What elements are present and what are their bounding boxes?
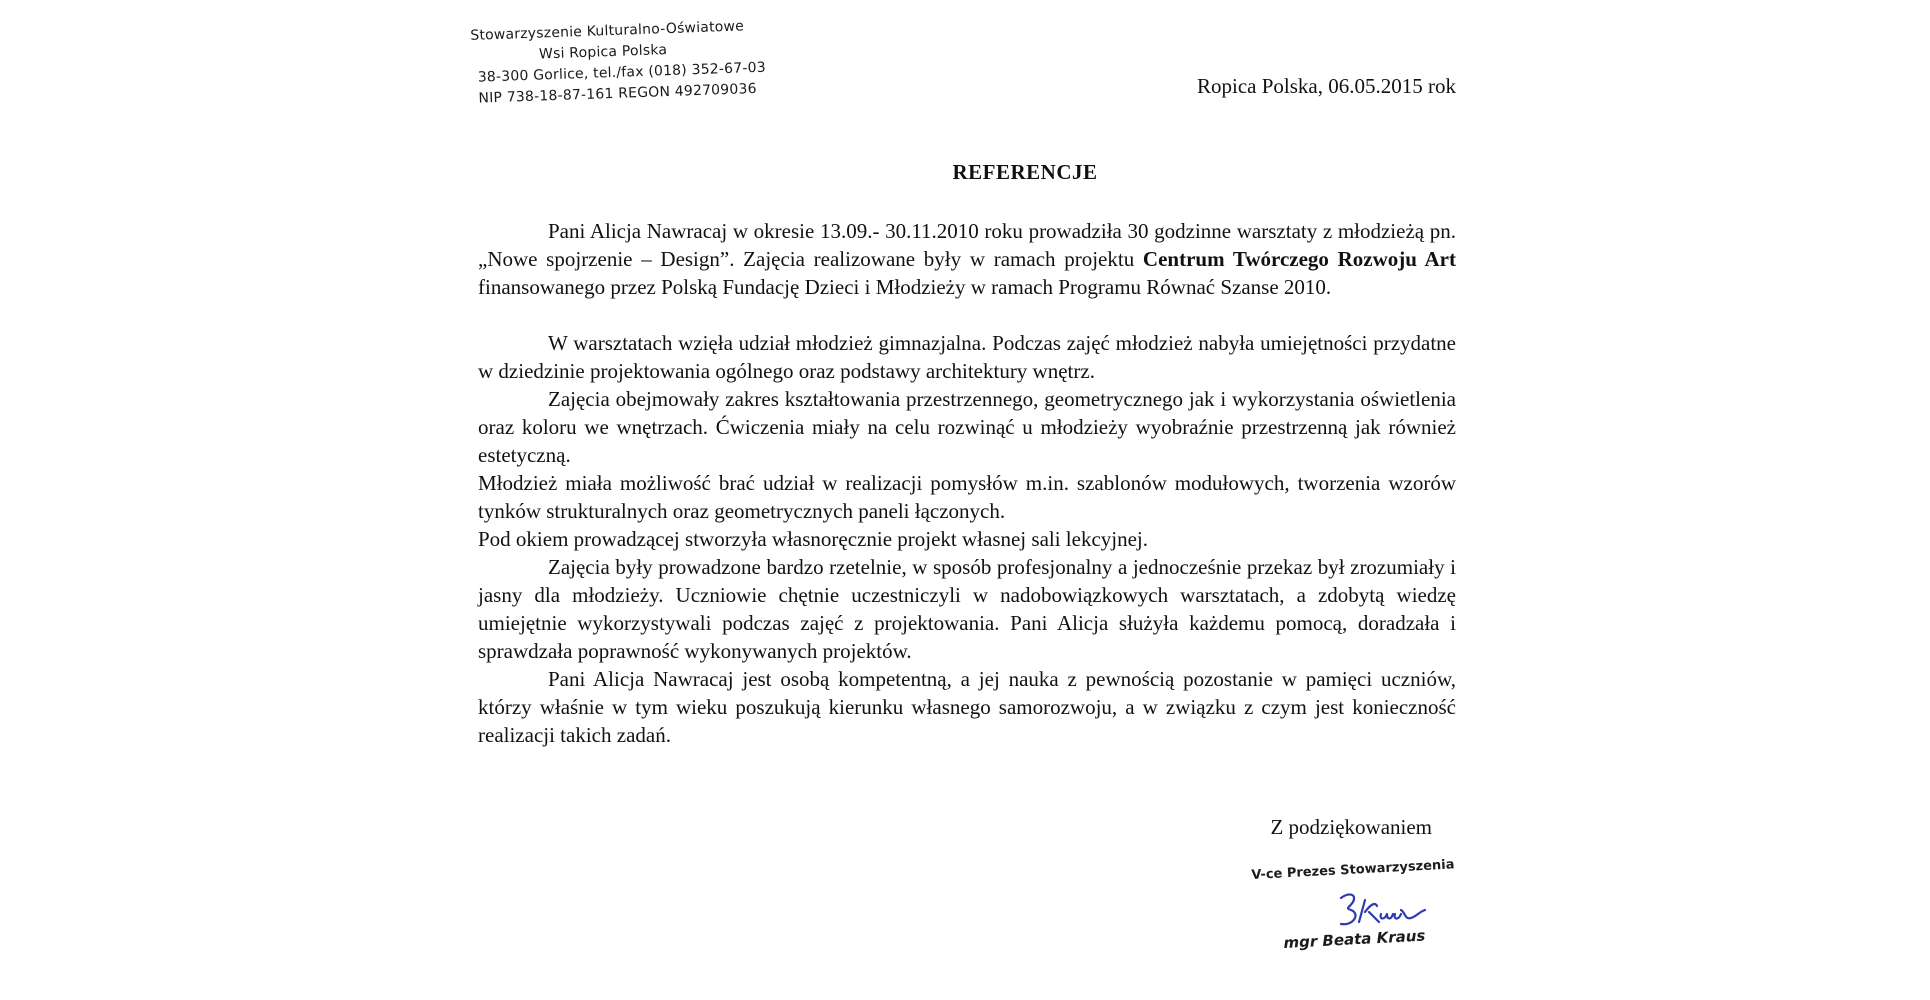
stamp-line-registration: NIP 738-18-87-161 REGON 492709036 bbox=[478, 80, 757, 107]
stamp-line-address: 38-300 Gorlice, tel./fax (018) 352-67-03 bbox=[477, 59, 767, 86]
paragraph-workshops bbox=[478, 217, 1456, 301]
signatory-role: V-ce Prezes Stowarzyszenia bbox=[1251, 857, 1455, 883]
paragraph-conclusion: Pani Alicja Nawracaj jest osobą kompetentną, a jej nauka z pewnością pozostanie w pamięci uczniów, którzy właśnie w tym wieku poszukują kierunku własnego samorozwoju, a w związku z czym jest konieczność realizacji takich zadań. bbox=[478, 667, 1456, 747]
place-and-date: Ropica Polska, 06.05.2015 rok bbox=[1197, 74, 1456, 98]
signatory-name: mgr Beata Kraus bbox=[1283, 926, 1426, 952]
signature-block bbox=[1245, 857, 1475, 978]
project-name: Centrum Twórczego Rozwoju Art bbox=[1142, 247, 1456, 271]
paragraph-workshops-text-b: finansowanego przez Polską Fundację Dzieci i Młodzieży w ramach Programu Równać Szanse 2010. bbox=[478, 275, 1332, 299]
letter-body bbox=[478, 217, 1456, 749]
handwritten-signature bbox=[1335, 888, 1435, 932]
paragraph-activities: Młodzież miała możliwość brać udział w realizacji pomysłów m.in. szablonów modułowych, tworzenia wzorów tynków strukturalnych oraz geometrycznych paneli łączonych. bbox=[478, 471, 1456, 523]
paragraph-project: Pod okiem prowadzącej stworzyła własnoręcznie projekt własnej sali lekcyjnej. bbox=[478, 527, 1149, 551]
paragraph-participants: W warsztatach wzięła udział młodzież gimnazjalna. Podczas zajęć młodzież nabyła umiejętności przydatne w dziedzinie projektowania ogólnego oraz podstawy architektury wnętrz. bbox=[478, 331, 1456, 383]
closing-phrase: Z podziękowaniem bbox=[1270, 815, 1432, 839]
stamp-line-organization: Stowarzyszenie Kulturalno-Oświatowe bbox=[470, 18, 745, 44]
organization-stamp bbox=[468, 16, 767, 110]
stamp-line-village: Wsi Ropica Polska bbox=[538, 42, 668, 63]
paragraph-scope: Zajęcia obejmowały zakres kształtowania przestrzennego, geometrycznego jak i wykorzystania oświetlenia oraz koloru we wnętrzach. Ćwiczenia miały na celu rozwinąć u młodzieży wyobraźnie przestrzenną jak również estetyczną. bbox=[478, 387, 1456, 467]
document-title: REFERENCJE bbox=[952, 160, 1098, 184]
paragraph-workshops-text-a: Pani Alicja Nawracaj w okresie 13.09.- 30.11.2010 roku prowadziła 30 godzinne warsztaty z młodzieżą pn. „Nowe spojrzenie – Design”. Zajęcia realizowane były w ramach projektu bbox=[478, 219, 1456, 271]
paragraph-quality: Zajęcia były prowadzone bardzo rzetelnie, w sposób profesjonalny a jednocześnie przekaz był zrozumiały i jasny dla młodzieży. Uczniowie chętnie uczestniczyli w nadobowiązkowych warsztatach, a zdobytą wiedzę umiejętnie wykorzystywali podczas zajęć z projektowania. Pani Alicja służyła każdemu pomocą, doradzała i sprawdzała poprawność wykonywanych projektów. bbox=[478, 555, 1456, 663]
